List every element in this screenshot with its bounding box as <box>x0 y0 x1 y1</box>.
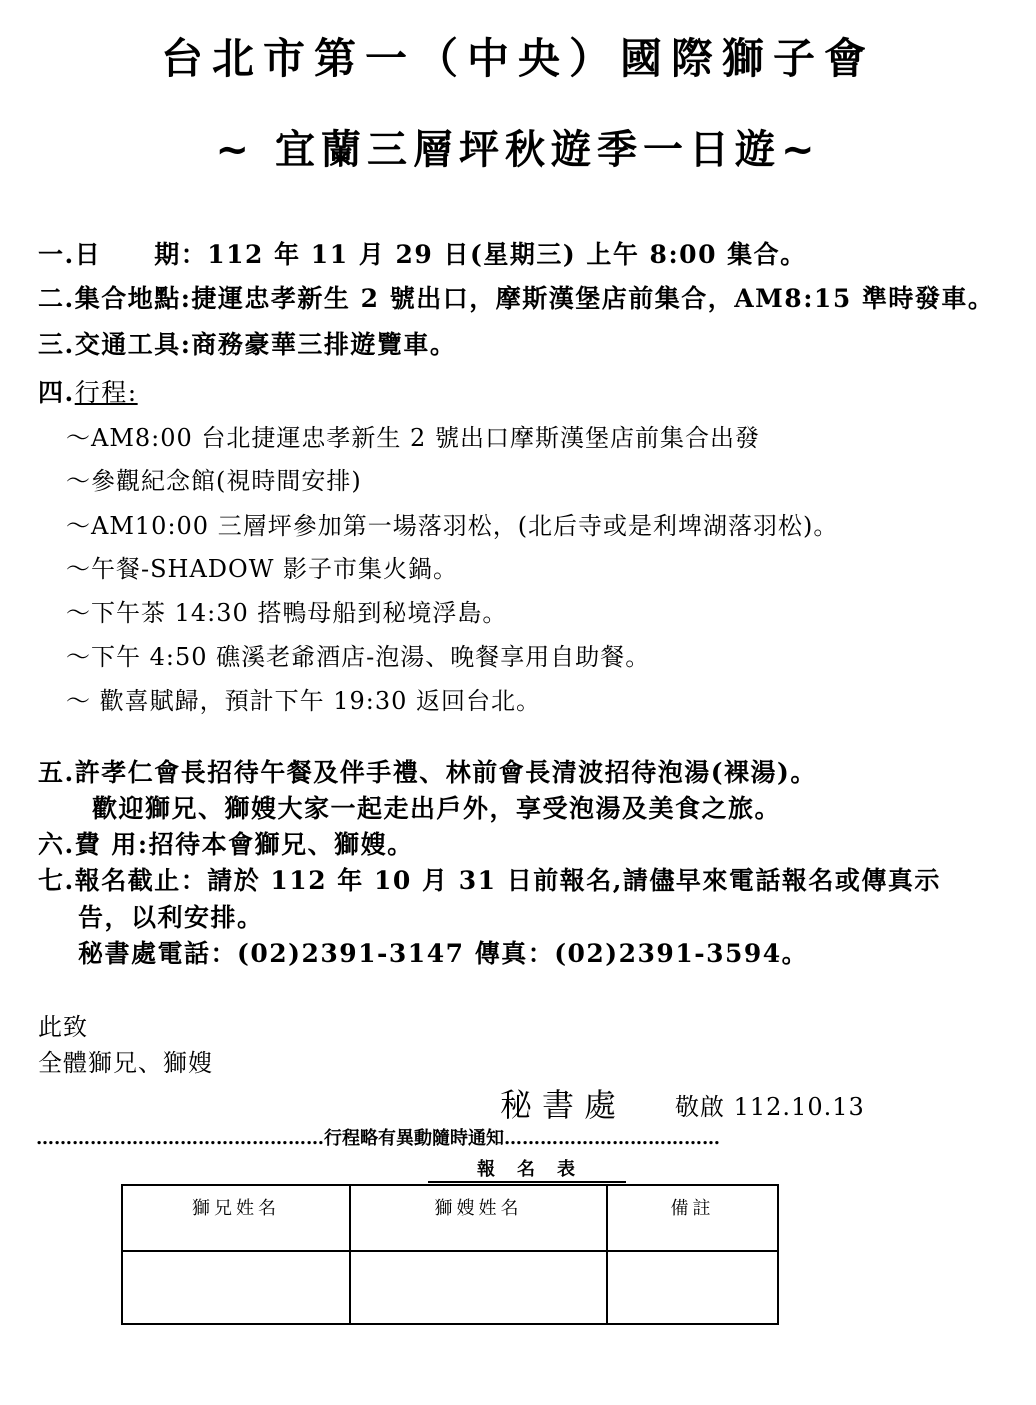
closing-recipients: 全體獅兄、獅嫂 <box>38 1049 213 1077</box>
itinerary-item: ～下午 4:50 礁溪老爺酒店-泡湯、晚餐享用自助餐。 <box>66 643 651 671</box>
itinerary-item: ～AM8:00 台北捷運忠孝新生 2 號出口摩斯漢堡店前集合出發 <box>66 424 760 452</box>
column-header-lion-name: 獅兄姓名 <box>122 1185 350 1251</box>
lioness-name-cell[interactable] <box>350 1251 607 1324</box>
section-hosting-welcome: 歡迎獅兄、獅嫂大家一起走出戶外，享受泡湯及美食之旅。 <box>92 794 782 823</box>
table-header-row <box>122 1185 778 1251</box>
section-transport: 三.交通工具:商務豪華三排遊覽車。 <box>38 330 457 359</box>
itinerary-item: ～午餐-SHADOW 影子市集火鍋。 <box>66 555 459 583</box>
column-header-lioness-name: 獅嫂姓名 <box>350 1185 607 1251</box>
section-itinerary-heading <box>38 373 138 409</box>
itinerary-number: 四. <box>38 378 75 407</box>
document-subtitle: ~ 宜蘭三層坪秋遊季一日遊~ <box>215 127 821 173</box>
section-hosting: 五.許孝仁會長招待午餐及伴手禮、林前會長清波招待泡湯(裸湯)。 <box>38 758 817 787</box>
closing-greeting: 此致 <box>38 1013 88 1041</box>
registration-form-title: 報 名 表 <box>428 1155 626 1183</box>
contact-phone-fax: 秘書處電話：(02)2391-3147 傳真：(02)2391-3594。 <box>78 939 809 968</box>
notice-text: 行程略有異動隨時通知 <box>324 1128 504 1149</box>
section-fee: 六.費 用:招待本會獅兄、獅嫂。 <box>38 830 414 859</box>
column-header-notes: 備註 <box>607 1185 778 1251</box>
section-registration-note: 告，以利安排。 <box>78 903 264 932</box>
section-meeting-place: 二.集合地點:捷運忠孝新生 2 號出口，摩斯漢堡店前集合，AM8:15 準時發車。 <box>38 284 995 313</box>
lion-name-cell[interactable] <box>122 1251 350 1324</box>
signoff-date: 敬啟 112.10.13 <box>675 1093 865 1121</box>
notice-line <box>36 1124 720 1150</box>
itinerary-item: ～AM10:00 三層坪參加第一場落羽松，(北后寺或是利埤湖落羽松)。 <box>66 512 839 540</box>
document-title: 台北市第一（中央）國際獅子會 <box>160 34 875 83</box>
notes-cell[interactable] <box>607 1251 778 1324</box>
table-row <box>122 1251 778 1324</box>
section-date: 一.日 期：112 年 11 月 29 日(星期三) 上午 8:00 集合。 <box>38 240 807 269</box>
itinerary-item: ～參觀紀念館(視時間安排) <box>66 467 362 495</box>
registration-form-table <box>121 1184 779 1325</box>
itinerary-label: 行程: <box>74 378 138 407</box>
signer: 秘書處 <box>500 1086 627 1124</box>
itinerary-item: ～下午茶 14:30 搭鴨母船到秘境浮島。 <box>66 599 508 627</box>
notice-dots-left: ………………………………………… <box>36 1128 324 1149</box>
section-registration-deadline: 七.報名截止：請於 112 年 10 月 31 日前報名,請儘早來電話報名或傳真示 <box>38 866 941 895</box>
notice-dots-right: ……………………………… <box>504 1128 720 1149</box>
itinerary-item: ～ 歡喜賦歸，預計下午 19:30 返回台北。 <box>66 687 542 715</box>
